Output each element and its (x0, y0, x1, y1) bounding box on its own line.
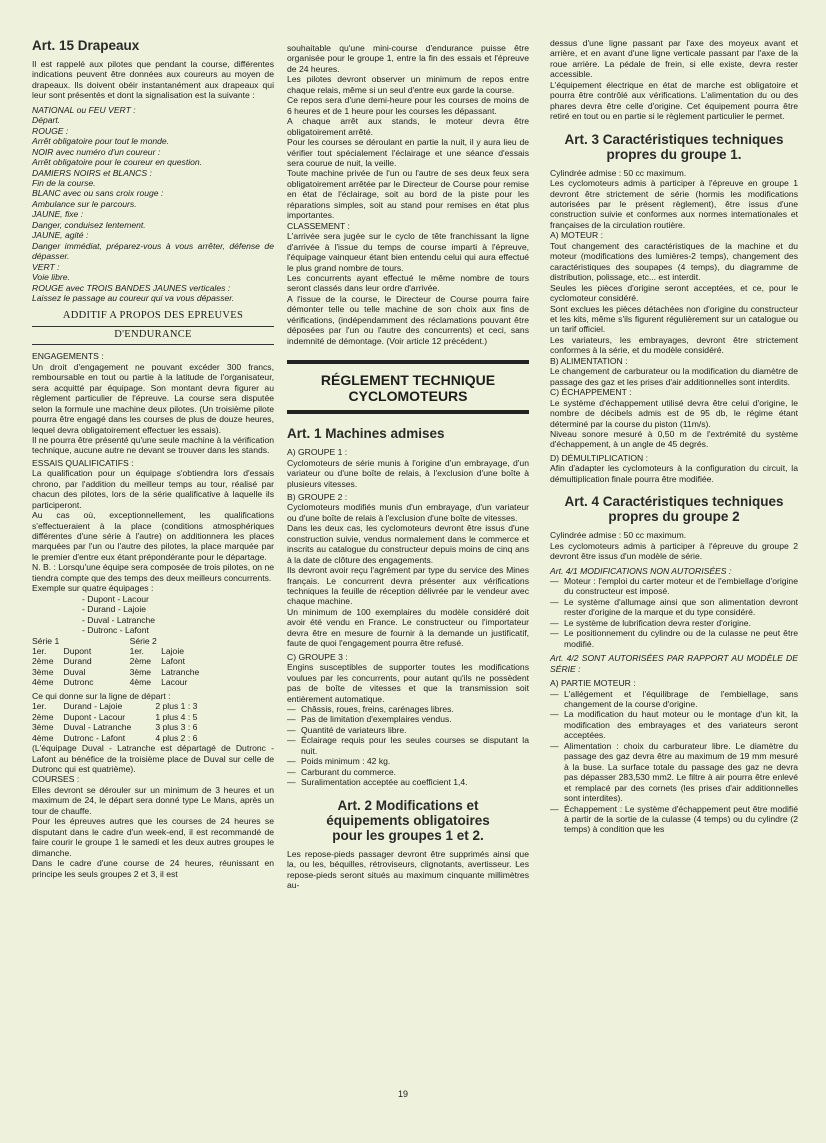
art1-title: Art. 1 Machines admises (287, 426, 445, 442)
courses-text-2: Pour les épreuves autres que les courses de 24 heures se disputant dans le cadre d'un week-end, il est recommandé de faire courir le groupe 1 le samedi et les deux autres groupes le dimanche. (32, 816, 274, 858)
table-row (32, 722, 207, 732)
flag-line: ROUGE avec TROIS BANDES JAUNES verticales : (32, 282, 231, 293)
exemple-heading: Exemple sur quatre équipages : (32, 583, 154, 594)
table-cell: 3 plus 3 : 6 (155, 722, 198, 733)
paragraph: L'équipement électrique en état de marche est obligatoire et pourra être contrôlé aux vérifications. L'alimentation du ou des phares devra être celle d'origine. Cet équipement pourra être retiré en tout ou en partie si le règlement particulier le permet. (550, 79, 798, 122)
paragraph: Niveau sonore mesuré à 0,50 m de l'extrémité du système d'échappement, à un angle de 45 degrés. (550, 428, 798, 450)
essais-text-2: Au cas où, exceptionnellement, les qualifications s'effectueraient à la place (conditions atmosphériques différentes d'une série à l'autre) on additionnera les places marquées par l'un ou l'autre des pilotes, la place marquée par le premier d'entre eux étant prépondérante pour le départage. (32, 510, 274, 562)
table-cell: 2 plus 1 : 3 (155, 701, 198, 712)
groupe1-heading: A) GROUPE 1 : (287, 447, 348, 458)
column-left (32, 38, 274, 879)
alimentation-heading: B) ALIMENTATION : (550, 355, 628, 366)
additif-heading-2: D'ENDURANCE (114, 328, 192, 340)
echappement-heading: C) ÉCHAPPEMENT : (550, 387, 632, 398)
paragraph: Cylindrée admise : 50 cc maximum. (550, 530, 687, 541)
paragraph: Sont exclues les pièces détachées non d'origine du constructeur et les kits, même s'ils figurent régulièrement sur un catalogue ou un tarif officiel. (550, 303, 798, 335)
table-cell: 4ème (32, 677, 54, 688)
table-cell: Durand - Lajoie (63, 701, 123, 712)
equipage-list (32, 594, 274, 636)
classement-heading: CLASSEMENT : (287, 220, 350, 231)
paragraph: Toute machine privée de l'un ou l'autre de ses deux feux sera obligatoirement arrêtée par le Directeur de Course pour remise en état de l'éclairage, soit au bord de la piste pour les réparations simples, soit au stand pour remises en état plus importantes. (287, 168, 529, 221)
art15-intro: Il est rappelé aux pilotes que pendant la course, différentes indications peuvent être données aux coureurs au moyen de drapeaux. Ils doivent obéir instantanément aux drapeaux qui leur sont présentés et dont la signalisation est la suivante : (32, 59, 274, 101)
table-cell: 4ème (32, 732, 54, 743)
groupe2-heading: B) GROUPE 2 : (287, 491, 348, 502)
equipage-item: - Duval - Latranche (82, 614, 156, 625)
depart-table (32, 701, 207, 743)
paragraph: Les repose-pieds passager devront être supprimés ainsi que la, ou les, béquilles, rétroviseurs, clignotants, avertisseur. Les repose-pieds seront situés au maximum cinquante millimètres au- (287, 848, 529, 890)
table-row (32, 646, 209, 656)
flag-line: Arrêt obligatoire pour le coureur en question. (32, 157, 203, 168)
flag-line: NOIR avec numéro d'un coureur : (32, 146, 161, 157)
table-cell: 2ème (32, 656, 54, 667)
courses-text: Elles devront se dérouler sur un minimum de 3 heures et un maximum de 24, le départ sera donné type Le Mans, après un tour de chauffe. (32, 784, 274, 816)
partie-moteur-heading: A) PARTIE MOTEUR : (550, 678, 636, 689)
art3-title-line: Art. 3 Caractéristiques techniques (564, 131, 784, 147)
reglement-subtitle: CYCLOMOTEURS (348, 388, 468, 405)
table-cell: Dutronc - Lafont (63, 732, 126, 743)
reglement-title: RÉGLEMENT TECHNIQUE (320, 372, 496, 389)
art41-list (550, 576, 798, 649)
courses-text-3: Dans le cadre d'une course de 24 heures, réunissant en principe les seuls groupes 2 et 3, il est (32, 858, 274, 879)
essais-nb: N. B. : Lorsqu'une équipe sera composée de trois pilotes, on ne tiendra compte que des temps des deux meilleurs concurrents. (32, 562, 274, 583)
list-item: — Le positionnement du cylindre ou de la culasse ne peut être modifié. (550, 628, 798, 649)
list-item: — Alimentation : choix du carburateur libre. Le diamètre du passage des gaz devra être au maximum de 19 mm mesuré à la buse. La surface totale du passage des gaz ne devra pas dépasser 283,530 mm2. Le filtre à air pourra être enlevé et remplacé par des cornets (les prises d'air additionnelles sont interdites). (550, 741, 798, 804)
table-cell: 2ème (32, 711, 54, 722)
art3-title (550, 132, 798, 162)
flag-line: Danger, conduisez lentement. (32, 219, 146, 230)
flag-line: Ambulance sur le parcours. (32, 198, 137, 209)
list-item: — Châssis, roues, freins, carénages libres. (287, 704, 529, 714)
paragraph: Afin d'adapter les cyclomoteurs à la configuration du circuit, la démultiplication finale pourra être modifiée. (550, 463, 798, 484)
table-cell: Dutronc (63, 677, 94, 688)
table-cell: 1er. (32, 646, 47, 657)
depart-note: (L'équipage Duval - Latranche est départagé de Dutronc - Lafont au bénéfice de la troisième place de Duval sur celle de Dutronc qui est quatrième). (32, 743, 274, 774)
table-row (32, 733, 207, 743)
list-item: — La modification du haut moteur ou le montage d'un kit, la modification des embrayages et des variateurs seront acceptées. (550, 709, 798, 740)
flag-line: JAUNE, agité : (32, 230, 89, 241)
paragraph: Les pilotes devront observer un minimum de repos entre chaque relais, même si un seul d'entre eux garde la course. (287, 74, 529, 95)
table-cell: 4 plus 2 : 6 (155, 732, 198, 743)
paragraph: Le système d'échappement utilisé devra être celui d'origine, le nombre de décibels admis est de 95 db, le régime étant déterminé par la course du piston (11m/s). (550, 397, 798, 429)
table-row (32, 701, 207, 711)
flag-line: JAUNE, fixe : (32, 209, 84, 220)
flag-line: Laissez le passage au coureur qui va vous dépasser. (32, 292, 235, 303)
paragraph: Seules les pièces d'origine seront acceptées, et ce, pour le cyclomoteur considéré. (550, 282, 798, 304)
table-cell: Dupont - Lacour (63, 711, 126, 722)
flag-line: NATIONAL ou FEU VERT : (32, 104, 136, 115)
courses-heading: COURSES : (32, 774, 80, 785)
table-cell: 1er. (32, 701, 47, 712)
list-item: — Le système d'allumage ainsi que son alimentation devront rester d'origine de la marque et du type considéré. (550, 597, 798, 618)
groupe3-list (287, 704, 529, 788)
list-item: — Moteur : l'emploi du carter moteur et de l'embiellage d'origine du constructeur est imposé. (550, 576, 798, 597)
depart-heading: Ce qui donne sur la ligne de départ : (32, 690, 171, 701)
paragraph: Cyclomoteurs de série munis à l'origine d'un embrayage, d'un variateur ou d'une boîte de relais, à l'exclusion d'une boîte à plusieurs vitesses. (287, 457, 529, 489)
table-row (32, 636, 209, 646)
engagements-text-2: Il ne pourra être présenté qu'une seule machine à la vérification technique, aucune autre ne devant se trouver dans les stands. (32, 434, 274, 456)
equipage-item: - Dupont - Lacour (82, 593, 149, 604)
essais-heading: ESSAIS QUALIFICATIFS : (32, 457, 134, 468)
paragraph: A l'issue de la course, le Directeur de Course pourra faire démonter telle ou telle machine de son choix aux fins de vérifications, (indépendamment des réclamations pouvant être déposées par l'un ou l'autre des concurrents) et ceci, sans indemnité de démontage. (Voir article 12 précédent.) (287, 293, 529, 346)
flag-line: VERT : (32, 261, 60, 272)
table-cell: 3ème (32, 666, 54, 677)
art3-title-line: propres du groupe 1. (606, 146, 742, 162)
table-row (32, 712, 207, 722)
art2-title-line: pour les groupes 1 et 2. (332, 827, 484, 843)
list-item: — Quantité de variateurs libre. (287, 725, 529, 735)
demultiplication-heading: D) DÉMULTIPLICATION : (550, 452, 649, 463)
equipage-item: - Durand - Lajoie (82, 604, 147, 615)
flag-line: Arrêt obligatoire pour tout le monde. (32, 136, 170, 147)
table-cell: 1er. (129, 646, 144, 657)
reglement-title-block (287, 360, 529, 414)
list-item: — Poids minimum : 42 kg. (287, 756, 529, 766)
table-row (32, 667, 209, 677)
table-cell: Dupont (63, 646, 92, 657)
flag-line: DAMIERS NOIRS et BLANCS : (32, 167, 152, 178)
list-item: — Échappement : Le système d'échappement peut être modifié à partir de la sortie de la culasse (4 temps) ou du cylindre (2 temps) à condition que les (550, 804, 798, 835)
flag-line: ROUGE : (32, 125, 69, 136)
paragraph: Les concurrents ayant effectué le même nombre de tours seront classés dans leur ordre d'arrivée. (287, 272, 529, 294)
list-item: — Suralimentation acceptée au coefficient 1,4. (287, 777, 529, 787)
additif-rule (32, 326, 274, 327)
table-cell: Latranche (161, 666, 200, 677)
table-cell: Durand (63, 656, 92, 667)
essais-text: La qualification pour un équipage s'obtiendra lors d'essais chrono, par l'addition du meilleur temps au tour, réalisé par chacun des pilotes, lors de la série qualificative à laquelle ils participeront. (32, 468, 274, 510)
list-item: — Carburant du commerce. (287, 767, 529, 777)
flag-line: Départ. (32, 115, 61, 126)
table-row (32, 656, 209, 666)
table-cell: 4ème (129, 677, 152, 688)
art4-title-line: propres du groupe 2 (608, 509, 740, 525)
paragraph: dessus d'une ligne passant par l'axe des moyeux avant et arrière, et en avant d'une ligne verticale passant par l'axe de la roue arrière. La pédale de frein, si elle existe, devra rester accessible. (550, 38, 798, 80)
paragraph: souhaitable qu'une mini-course d'endurance puisse être organisée pour le groupe 1, entre la fin des essais et l'épreuve de 24 heures. (287, 43, 529, 74)
list-item: — L'allégement et l'équilibrage de l'embiellage, sans changement de la course d'origine. (550, 689, 798, 710)
paragraph: Le changement de carburateur ou la modification du diamètre de passage des gaz et les prises d'air additionnelles sont interdits. (550, 366, 798, 387)
flag-line: Danger immédiat, préparez-vous à vous arrêter, défense de dépasser. (32, 240, 274, 262)
table-cell: Duval (63, 666, 86, 677)
art4-title-line: Art. 4 Caractéristiques techniques (564, 494, 784, 510)
paragraph: L'arrivée sera jugée sur le cyclo de tête franchissant la ligne d'arrivée à l'issue du temps de course imparti à l'épreuve, l'équipage vainqueur étant bien entendu celui qui aura effectué le plus grand nombre de tours. (287, 231, 529, 273)
additif-heading-1: ADDITIF A PROPOS DES EPREUVES (62, 310, 244, 322)
moteur-heading: A) MOTEUR : (550, 230, 603, 241)
paragraph: Engins susceptibles de supporter toutes les modifications voulues par les concurrents, pour autant qu'ils ne possèdent pas de boîte de vitesses et que la transmission soit entièrement automatique. (287, 662, 529, 704)
serie2-header: Série 2 (129, 635, 157, 646)
art4-title (550, 494, 798, 524)
paragraph: Ce repos sera d'une demi-heure pour les courses de moins de 6 heures et de 1 heure pour les courses les dépassant. (287, 95, 529, 116)
list-item: — Pas de limitation d'exemplaires vendus. (287, 714, 529, 724)
art2-title-line: Art. 2 Modifications et (337, 797, 479, 813)
paragraph: Un minimum de 100 exemplaires du modèle considéré doit avoir été vendu en France. Le constructeur ou l'importateur devra être en mesure de fournir à la demande un justificatif, faute de quoi l'engagement pourra être refusé. (287, 606, 529, 649)
table-cell: Lafont (161, 656, 185, 667)
paragraph: A chaque arrêt aux stands, le moteur devra être obligatoirement arrêté. (287, 116, 529, 137)
paragraph: Dans les deux cas, les cyclomoteurs devront être issus d'une construction suivie, vendus normalement dans le commerce et inscrits au catalogue du constructeur depuis moins de cinq ans à la date de clôture des engagements. (287, 523, 529, 565)
paragraph: Cylindrée admise : 50 cc maximum. (550, 167, 687, 178)
flag-list (32, 105, 274, 304)
list-item: — Éclairage requis pour les seules courses se disputant la nuit. (287, 735, 529, 756)
paragraph: Les cyclomoteurs admis à participer à l'épreuve du groupe 2 devront être issus d'un modèle de série. (550, 540, 798, 562)
paragraph: Ils devront avoir reçu l'agrément par type du service des Mines français. Le concurrent devra présenter aux vérifications techniques la feuille de réception délivrée par le vendeur avec chaque machine. (287, 565, 529, 607)
engagements-text: Un droit d'engagement ne pouvant excéder 300 francs, remboursable en tout ou partie à la latitude de l'organisateur, sera acquitté par équipage. Son montant devra figurer au règlement particulier de l'épreuve. La course sera disputée selon la formule une machine deux pilotes. (Un troisième pilote pourra être engagé dans les courses de plus de douze heures, lequel devra obligatoirement effectuer les essais). (32, 361, 274, 435)
groupe3-heading: C) GROUPE 3 : (287, 651, 348, 662)
paragraph: Les cyclomoteurs admis à participer à l'épreuve en groupe 1 devront être strictement de série (hormis les modifications autorisées par le présent règlement), être issus d'une construction suivie et conformes aux normes internationales et françaises de la circulation routière. (550, 178, 798, 230)
art42-heading: Art. 4/2 SONT AUTORISÉES PAR RAPPORT AU MODÈLE DE SÉRIE : (550, 653, 798, 674)
column-middle (287, 43, 529, 890)
page-number: 19 (398, 1089, 409, 1099)
art42-list (550, 689, 798, 835)
paragraph: Pour les courses se déroulant en partie la nuit, il y aura lieu de vérifier tout spécialement l'éclairage et une séance d'essais sera courue de nuit, la veille. (287, 137, 529, 168)
column-right (550, 38, 798, 835)
series-table (32, 636, 209, 688)
table-cell: Lacour (161, 677, 188, 688)
table-cell: 3ème (32, 722, 54, 733)
flag-line: BLANC avec ou sans croix rouge : (32, 188, 164, 199)
list-item: — Le système de lubrification devra rester d'origine. (550, 618, 798, 628)
table-cell: Duval - Latranche (63, 722, 132, 733)
table-cell: 1 plus 4 : 5 (155, 711, 198, 722)
table-row (32, 677, 209, 687)
paragraph: Cyclomoteurs modifiés munis d'un embrayage, d'un variateur ou d'une boîte de relais à l'exclusion d'une boîte de vitesses. (287, 502, 529, 523)
art2-title-line: équipements obligatoires (326, 812, 490, 828)
serie1-header: Série 1 (32, 635, 60, 646)
paragraph: Les variateurs, les embrayages, devront être strictement conformes à la série, et du modèle considéré. (550, 334, 798, 356)
equipage-item: - Dutronc - Lafont (82, 625, 149, 636)
art15-title: Art. 15 Drapeaux (32, 38, 140, 53)
art2-title (287, 798, 529, 843)
flag-line: Voie libre. (32, 272, 70, 283)
flag-line: Fin de la course. (32, 177, 96, 188)
engagements-heading: ENGAGEMENTS : (32, 351, 104, 362)
art41-heading: Art. 4/1 MODIFICATIONS NON AUTORISÉES : (550, 565, 732, 576)
table-cell: 2ème (129, 656, 152, 667)
table-cell: Lajoie (161, 646, 185, 657)
table-cell: 3ème (129, 666, 152, 677)
paragraph: Tout changement des caractéristiques de la machine et du moteur (modifications des lumières-2 temps), changement des caractéristiques des soupapes (4 temps), du diagramme de distribution, polissage, etc... est interdit. (550, 240, 798, 283)
